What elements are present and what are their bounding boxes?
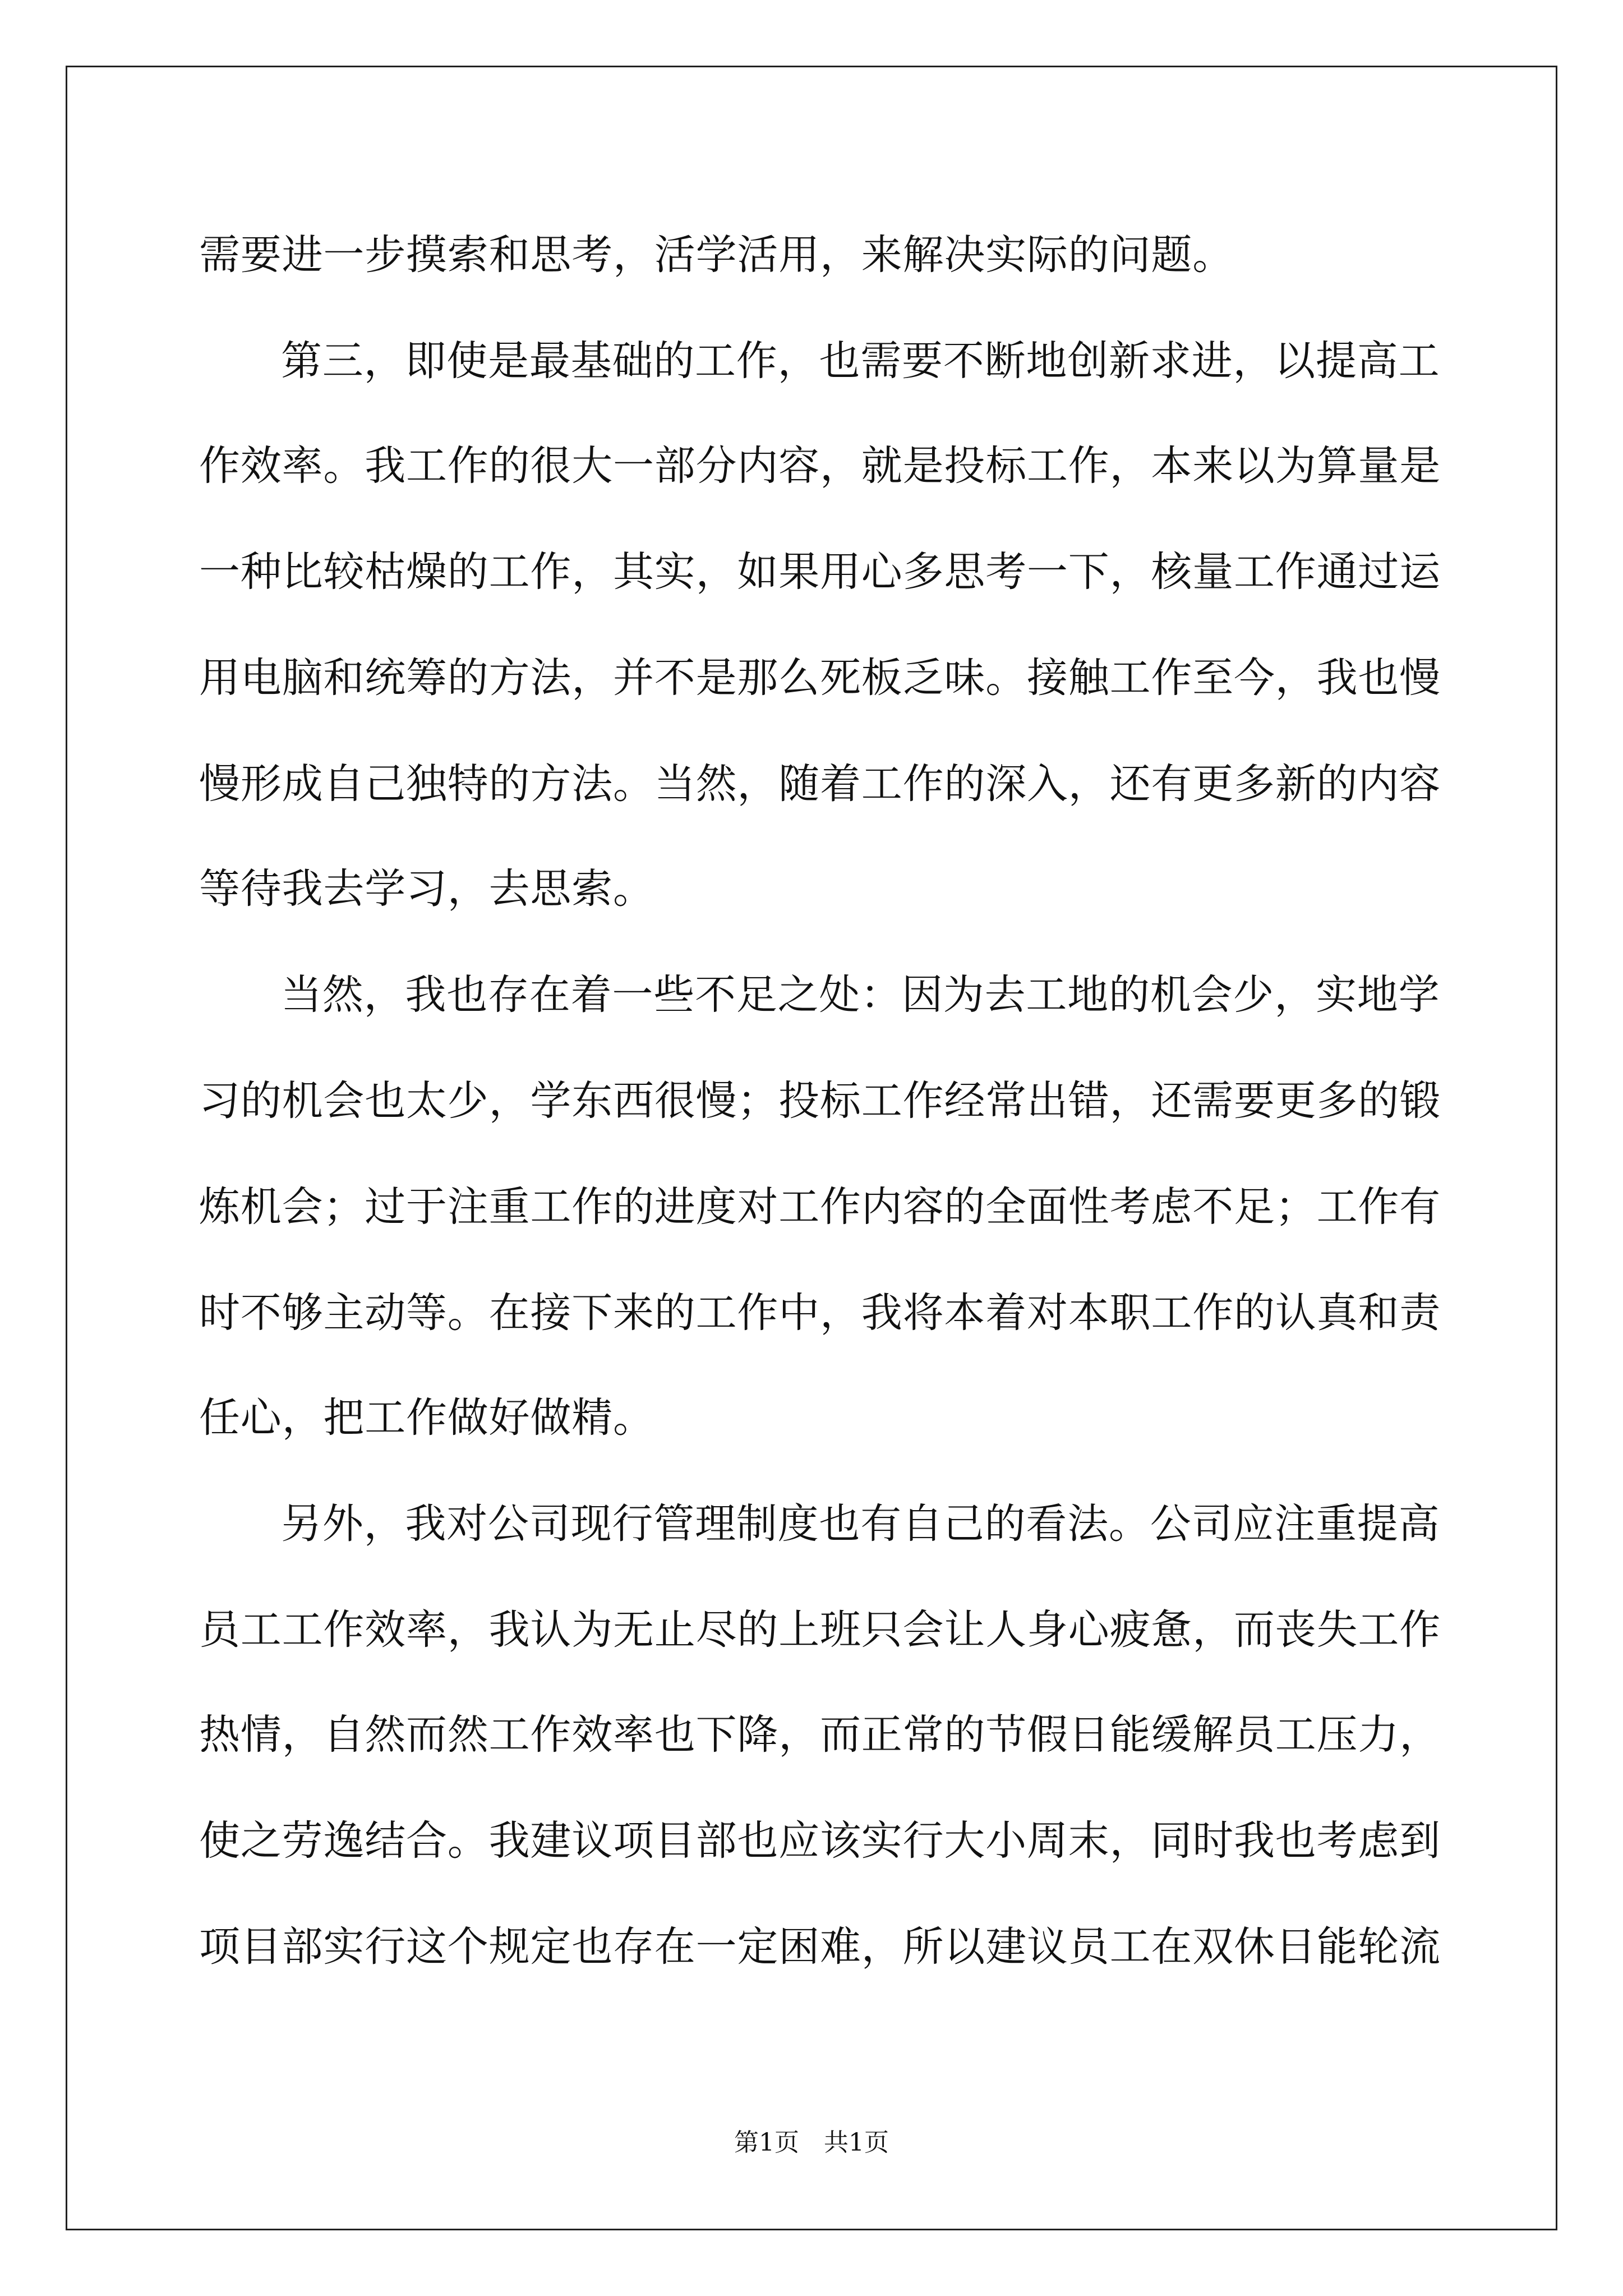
text-line: 等待我去学习，去思索。 [199,865,654,913]
paragraph-start-line: 当然，我也存在着一些不足之处：因为去工地的机会少，实地学 [281,971,1440,1019]
text-line: 一种比较枯燥的工作，其实，如果用心多思考一下，核量工作通过运 [199,548,1441,596]
text-line: 使之劳逸结合。我建议项目部也应该实行大小周末，同时我也考虑到 [199,1817,1441,1865]
text-line: 慢形成自己独特的方法。当然，随着工作的深入，还有更多新的内容 [199,760,1441,808]
page-number-footer: 第1页 共1页 [734,2128,889,2157]
paragraph-start-line: 另外，我对公司现行管理制度也有自己的看法。公司应注重提高 [281,1500,1440,1548]
text-line: 用电脑和统筹的方法，并不是那么死板乏味。接触工作至今，我也慢 [199,654,1441,702]
text-line: 热情，自然而然工作效率也下降，而正常的节假日能缓解员工压力， [199,1711,1441,1759]
text-line: 作效率。我工作的很大一部分内容，就是投标工作，本来以为算量是 [199,442,1441,490]
text-line: 时不够主动等。在接下来的工作中，我将本着对本职工作的认真和责 [199,1289,1441,1337]
text-line: 员工工作效率，我认为无止尽的上班只会让人身心疲惫，而丧失工作 [199,1606,1441,1654]
text-line: 任心，把工作做好做精。 [199,1394,654,1442]
text-line: 需要进一步摸索和思考，活学活用，来解决实际的问题。 [199,231,1234,279]
paragraph-start-line: 第三，即使是最基础的工作，也需要不断地创新求进，以提高工 [281,337,1440,385]
text-line: 习的机会也太少，学东西很慢；投标工作经常出错，还需要更多的锻 [199,1077,1441,1125]
text-line: 项目部实行这个规定也存在一定困难，所以建议员工在双休日能轮流 [199,1923,1441,1971]
text-line: 炼机会；过于注重工作的进度对工作内容的全面性考虑不足；工作有 [199,1183,1441,1231]
